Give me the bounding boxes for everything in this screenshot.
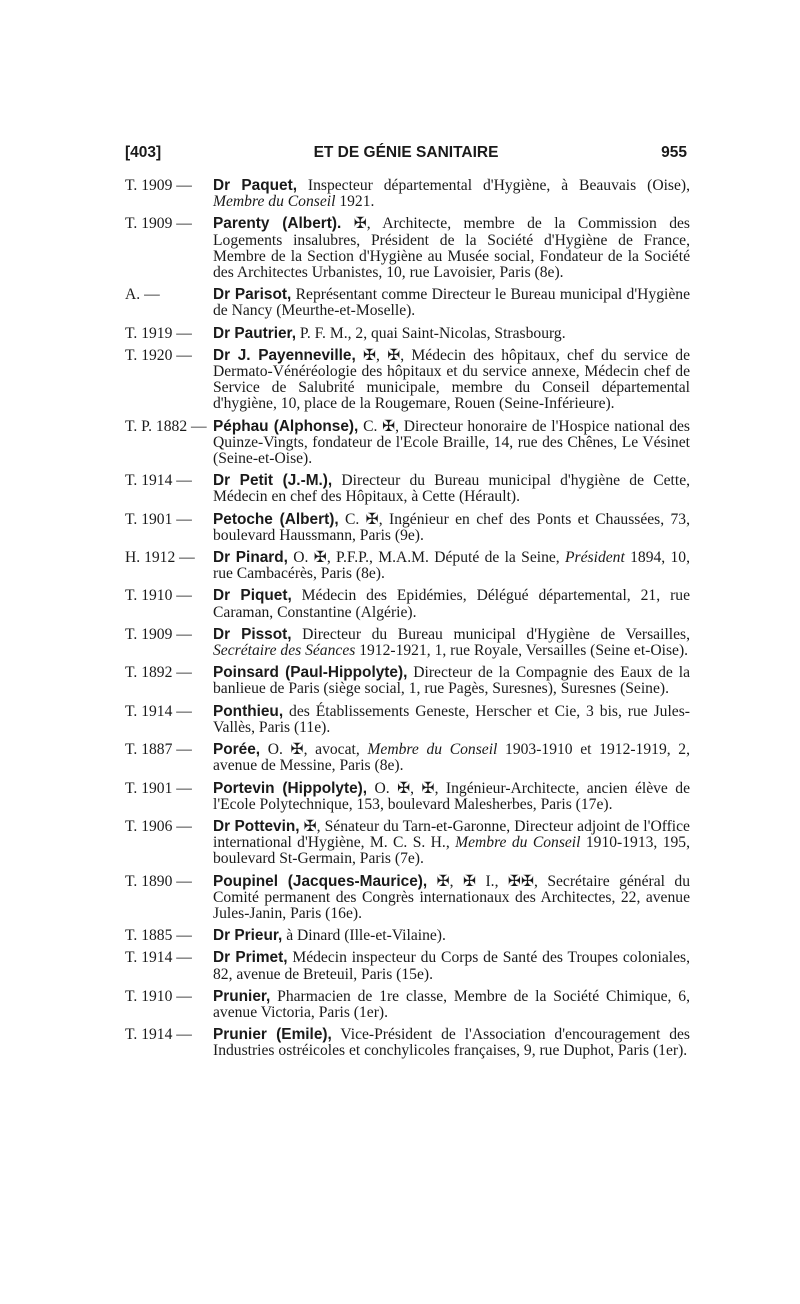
member-details: P. F. M., 2, quai Saint-Nicolas, Strasbourg. bbox=[295, 324, 566, 342]
member-details: ✠, ✠ I., ✠✠, Secrétaire général du Comité permanent des Congrès internationaux des Architectes, 22, avenue Jules-Janin, Paris (16e). bbox=[213, 872, 690, 922]
member-details: Directeur du Bureau municipal d'hygiène de Cette, Médecin en chef des Hôpitaux, à Cette (Hérault). bbox=[213, 472, 691, 506]
entry-membership: T. 1910 — bbox=[125, 587, 192, 605]
entry-membership: T. P. 1882 — bbox=[125, 417, 207, 435]
member-name: Parenty (Albert). bbox=[213, 215, 342, 233]
member-name: Dr Pissot, bbox=[213, 625, 292, 643]
member-name: Poinsard (Paul-Hippolyte), bbox=[213, 664, 408, 682]
member-name: Dr Primet, bbox=[213, 949, 288, 967]
page-reference: [403] bbox=[125, 144, 162, 161]
member-name: Porée, bbox=[213, 741, 261, 759]
member-name: Dr Paquet, bbox=[213, 177, 297, 194]
membership-year: 1909 bbox=[141, 625, 173, 643]
member-entry bbox=[125, 326, 690, 342]
membership-year: 1890 bbox=[141, 872, 173, 890]
membership-category: T. bbox=[125, 987, 138, 1005]
member-name: Dr J. Payenneville, bbox=[213, 346, 356, 364]
member-name: Poupinel (Jacques-Maurice), bbox=[213, 872, 428, 890]
membership-category: A. bbox=[125, 286, 141, 304]
member-entry bbox=[125, 742, 690, 774]
membership-category: T. bbox=[125, 587, 138, 605]
member-entry bbox=[125, 512, 690, 544]
membership-category: T. bbox=[125, 702, 138, 720]
membership-year: 1885 bbox=[141, 927, 173, 945]
membership-year: 1901 bbox=[141, 779, 173, 797]
member-entry bbox=[125, 1027, 690, 1059]
entry-membership: T. 1914 — bbox=[125, 1026, 192, 1044]
member-details: des Établissements Geneste, Herscher et Cie, 3 bis, rue Jules-Vallès, Paris (11e). bbox=[213, 702, 690, 736]
membership-year: 1919 bbox=[141, 324, 173, 342]
member-entry bbox=[125, 627, 690, 659]
membership-year: 1892 bbox=[141, 664, 173, 682]
membership-category: T. bbox=[125, 817, 138, 835]
membership-year: 1910 bbox=[141, 987, 173, 1005]
member-entry bbox=[125, 473, 690, 505]
member-details: ✠, Sénateur du Tarn-et-Garonne, Directeur adjoint de l'Office international d'Hygiène, M. C. S. H., bbox=[213, 817, 690, 852]
member-details-continued: 1912-1921, 1, rue Royale, Versailles (Seine et-Oise). bbox=[355, 642, 689, 660]
membership-year: 1914 bbox=[141, 1026, 173, 1044]
member-name: Péphau (Alphonse), bbox=[213, 417, 359, 435]
member-entry bbox=[125, 819, 690, 868]
membership-category: T. bbox=[125, 949, 138, 967]
membership-year: 1920 bbox=[141, 346, 173, 364]
membership-category: T. P. bbox=[125, 417, 153, 435]
page-header bbox=[125, 144, 687, 168]
membership-category: T. bbox=[125, 510, 138, 528]
member-details: C. ✠, Directeur honoraire de l'Hospice national des Quinze-Vingts, fondateur de l'Ecole Braille, 14, rue des Chênes, Le Vésinet (Seine-et-Oise). bbox=[213, 417, 690, 468]
membership-year: 1909 bbox=[141, 215, 173, 233]
member-title: Secrétaire des Séances bbox=[213, 642, 356, 660]
entry-membership: T. 1909 — bbox=[125, 177, 192, 194]
member-details: Représentant comme Directeur le Bureau municipal d'Hygiène de Nancy (Meurthe-et-Moselle). bbox=[213, 286, 690, 320]
entry-membership: T. 1910 — bbox=[125, 987, 192, 1005]
member-name: Dr Prieur, bbox=[213, 927, 283, 945]
membership-category: T. bbox=[125, 215, 138, 233]
member-entry bbox=[125, 950, 690, 982]
membership-category: T. bbox=[125, 872, 138, 890]
member-entry bbox=[125, 665, 690, 697]
entry-membership: T. 1914 — bbox=[125, 949, 192, 967]
entry-membership: T. 1887 — bbox=[125, 741, 192, 759]
membership-year: 1909 bbox=[141, 177, 173, 194]
membership-year: 1912 bbox=[144, 549, 176, 567]
member-details-continued: 1921. bbox=[335, 193, 375, 211]
member-title: Membre du Conseil bbox=[213, 193, 336, 211]
running-title: ET DE GÉNIE SANITAIRE bbox=[313, 144, 499, 161]
member-name: Prunier, bbox=[213, 987, 271, 1005]
member-list bbox=[125, 178, 690, 1066]
member-entry bbox=[125, 178, 690, 210]
membership-year: 1910 bbox=[141, 587, 173, 605]
member-name: Portevin (Hippolyte), bbox=[213, 779, 368, 797]
member-details: Inspecteur départemental d'Hygiène, à Beauvais (Oise), bbox=[296, 177, 690, 194]
member-entry bbox=[125, 989, 690, 1021]
member-details: Vice-Président de l'Association d'encouragement des Industries ostréicoles et conchylicoles françaises, 9, rue Duphot, Paris (1er). bbox=[213, 1026, 690, 1060]
member-title: Membre du Conseil bbox=[367, 741, 498, 759]
member-details: ✠, ✠, Médecin des hôpitaux, chef du service de Dermato-Vénéréologie des hôpitaux et du service annexe, Médecin chef de Service de Salubrité municipale, membre du Conseil départemental d'hygiène, 10, place de la Rougemare, Rouen (Seine-Inférieure). bbox=[213, 346, 691, 413]
member-entry bbox=[125, 287, 690, 319]
member-details: C. ✠, Ingénieur en chef des Ponts et Chaussées, 73, boulevard Haussmann, Paris (9e). bbox=[213, 510, 691, 544]
member-title: Membre du Conseil bbox=[455, 834, 581, 852]
membership-year: 1882 bbox=[155, 417, 188, 435]
member-details: Pharmacien de 1re classe, Membre de la Société Chimique, 6, avenue Victoria, Paris (1er). bbox=[213, 987, 690, 1021]
member-name: Dr Petit (J.-M.), bbox=[213, 472, 333, 490]
entry-membership: T. 1906 — bbox=[125, 817, 192, 835]
entry-membership: T. 1914 — bbox=[125, 472, 192, 490]
member-details: Directeur du Bureau municipal d'Hygiène de Versailles, bbox=[291, 625, 690, 643]
membership-category: T. bbox=[125, 1026, 138, 1044]
member-name: Ponthieu, bbox=[213, 702, 284, 720]
entry-membership: T. 1890 — bbox=[125, 872, 192, 890]
entry-membership: T. 1892 — bbox=[125, 664, 192, 682]
membership-category: T. bbox=[125, 741, 138, 759]
entry-membership: T. 1901 — bbox=[125, 510, 192, 528]
member-entry bbox=[125, 588, 690, 620]
member-details: ✠, Architecte, membre de la Commission des Logements insalubres, Président de la Société d'Hygiène de France, Membre de la Section d'Hygiène au Musée social, Fondateur de la Société des Architectes Urbanistes, 10, rue Lavoisier, Paris (8e). bbox=[213, 215, 690, 282]
membership-year: 1914 bbox=[141, 949, 173, 967]
member-entry bbox=[125, 781, 690, 813]
entry-membership: T. 1901 — bbox=[125, 779, 192, 797]
member-name: Dr Pottevin, bbox=[213, 817, 300, 835]
member-details-continued: 1894, 10, rue Cambacérès, Paris (8e). bbox=[213, 549, 690, 583]
member-name: Prunier (Emile), bbox=[213, 1026, 332, 1044]
member-entry bbox=[125, 704, 690, 736]
member-name: Dr Pinard, bbox=[213, 549, 288, 567]
membership-year: 1914 bbox=[141, 472, 173, 490]
membership-category: T. bbox=[125, 472, 138, 490]
member-name: Dr Pautrier, bbox=[213, 324, 296, 342]
entry-membership: T. 1885 — bbox=[125, 927, 192, 945]
member-entry bbox=[125, 550, 690, 582]
membership-year: 1887 bbox=[141, 741, 173, 759]
member-entry bbox=[125, 216, 690, 281]
member-details: O. ✠, ✠, Ingénieur-Architecte, ancien élève de l'Ecole Polytechnique, 153, boulevard Malesherbes, Paris (17e). bbox=[213, 779, 691, 813]
membership-category: H. bbox=[125, 549, 141, 567]
membership-category: T. bbox=[125, 324, 138, 342]
member-details: O. ✠, P.F.P., M.A.M. Député de la Seine, bbox=[287, 549, 566, 567]
membership-category: T. bbox=[125, 779, 138, 797]
member-details: Médecin inspecteur du Corps de Santé des Troupes coloniales, 82, avenue de Breteuil, Paris (15e). bbox=[213, 949, 691, 983]
membership-category: T. bbox=[125, 625, 138, 643]
membership-category: T. bbox=[125, 664, 138, 682]
member-details: à Dinard (Ille-et-Vilaine). bbox=[282, 927, 446, 945]
membership-category: T. bbox=[125, 177, 138, 194]
member-details: Médecin des Epidémies, Délégué départemental, 21, rue Caraman, Constantine (Algérie). bbox=[213, 587, 690, 621]
membership-year: 1901 bbox=[141, 510, 173, 528]
member-details-continued: 1910-1913, 195, boulevard St-Germain, Paris (7e). bbox=[213, 834, 690, 868]
membership-category: T. bbox=[125, 346, 138, 364]
member-entry bbox=[125, 928, 690, 944]
member-details-continued: 1903-1910 et 1912-1919, 2, avenue de Messine, Paris (8e). bbox=[213, 741, 691, 775]
membership-year: 1906 bbox=[141, 817, 173, 835]
member-title: Président bbox=[565, 549, 625, 567]
member-details: Directeur de la Compagnie des Eaux de la banlieue de Paris (siège social, 1, rue Pagès, Suresnes), Suresnes (Seine). bbox=[213, 664, 690, 698]
member-name: Dr Piquet, bbox=[213, 587, 292, 605]
page-number: 955 bbox=[661, 144, 687, 161]
member-entry bbox=[125, 348, 690, 413]
membership-category: T. bbox=[125, 927, 138, 945]
entry-membership: T. 1914 — bbox=[125, 702, 192, 720]
entry-membership: T. 1909 — bbox=[125, 215, 192, 233]
member-name: Petoche (Albert), bbox=[213, 510, 339, 528]
entry-membership: A. — bbox=[125, 286, 160, 304]
entry-membership: T. 1920 — bbox=[125, 346, 192, 364]
member-entry bbox=[125, 874, 690, 923]
member-details: O. ✠, avocat, bbox=[260, 741, 368, 759]
member-name: Dr Parisot, bbox=[213, 286, 292, 304]
entry-membership: H. 1912 — bbox=[125, 549, 195, 567]
member-entry bbox=[125, 419, 690, 468]
entry-membership: T. 1919 — bbox=[125, 324, 192, 342]
entry-membership: T. 1909 — bbox=[125, 625, 192, 643]
membership-year: 1914 bbox=[141, 702, 173, 720]
